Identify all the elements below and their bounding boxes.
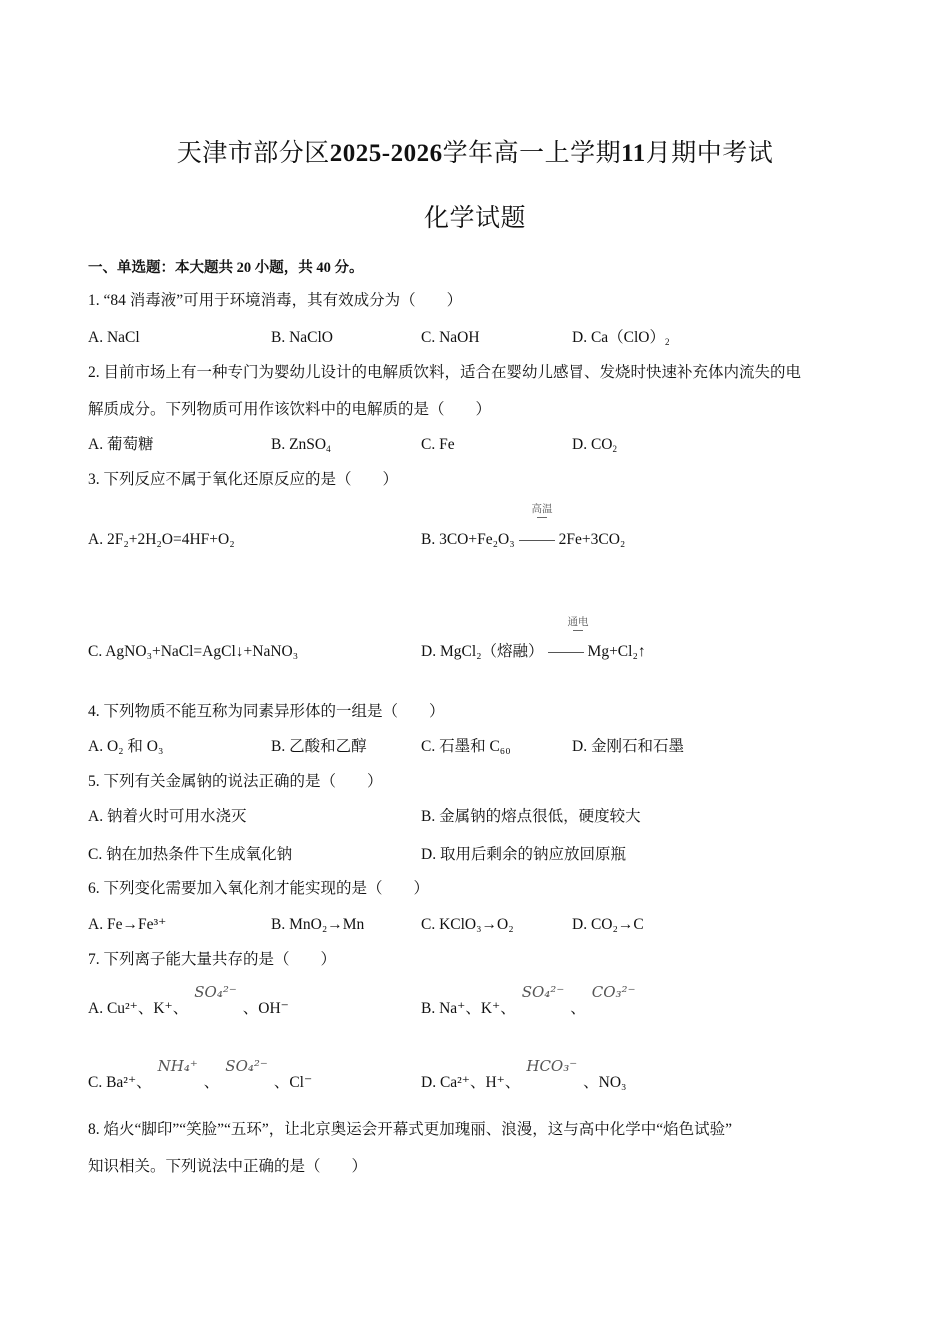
q3-d-condition: 通电	[561, 614, 595, 631]
q4-option-d: D. 金刚石和石墨	[572, 738, 684, 755]
q4-option-a: A. O₂ 和 O₃	[88, 738, 164, 755]
q2-option-c: C. Fe	[421, 436, 455, 453]
question-1-stem: 1. “84 消毒液”可用于环境消毒，其有效成分为（ ）	[88, 292, 463, 309]
q2-option-a: A. 葡萄糖	[88, 436, 154, 453]
q3-option-a: A. 2F₂+2H₂O=4HF+O₂	[88, 531, 235, 548]
question-5-stem: 5. 下列有关金属钠的说法正确的是（ ）	[88, 773, 383, 790]
q6-option-d: D. CO₂→C	[572, 916, 644, 933]
q3-b-condition: 高温	[525, 501, 559, 518]
sulfate-ion: SO₄²⁻	[194, 983, 237, 1001]
q6-option-c: C. KClO₃→O₂	[421, 916, 514, 933]
sulfate-ion: SO₄²⁻	[521, 983, 565, 1001]
exam-subtitle: 化学试题	[423, 205, 526, 232]
reaction-arrow	[519, 540, 555, 541]
q7-option-c: C. Ba²⁺、NH₄⁺、SO₄²⁻、Cl⁻	[88, 1057, 313, 1091]
q5-option-a: A. 钠着火时可用水浇灭	[88, 808, 247, 825]
q7-option-d: D. Ca²⁺、H⁺、HCO₃⁻、NO₃	[421, 1057, 627, 1091]
question-2-stem-line2: 解质成分。下列物质可用作该饮料中的电解质的是（ ）	[88, 401, 492, 418]
q2-option-d: D. $CO_2$	[572, 436, 617, 454]
q1-option-d: D. $Ca(ClO)_2$	[572, 329, 670, 347]
question-6-stem: 6. 下列变化需要加入氧化剂才能实现的是（ ）	[88, 880, 430, 897]
question-3-stem: 3. 下列反应不属于氧化还原反应的是（ ）	[88, 471, 399, 488]
q5-option-d: D. 取用后剩余的钠应放回原瓶	[421, 846, 626, 863]
reaction-arrow	[548, 652, 584, 653]
q3-option-b: B. 3CO+Fe₂O₃ 2Fe+3CO₂	[421, 531, 626, 548]
q6-option-b: B. MnO₂→Mn	[271, 916, 365, 933]
q1-option-c: C. NaOH	[421, 329, 480, 346]
q5-option-b: B. 金属钠的熔点很低，硬度较大	[421, 808, 641, 825]
q1-option-a: A. NaCl	[88, 329, 140, 346]
question-8-stem-line2: 知识相关。下列说法中正确的是（ ）	[88, 1158, 368, 1175]
question-7-stem: 7. 下列离子能大量共存的是（ ）	[88, 951, 337, 968]
q4-option-b: B. 乙酸和乙醇	[271, 738, 367, 755]
question-2-stem-line1: 2. 目前市场上有一种专门为婴幼儿设计的电解质饮料，适合在婴幼儿感冒、发烧时快速补充体内流失的电	[88, 364, 802, 381]
carbonate-ion: CO₃²⁻	[591, 983, 636, 1001]
q6-option-a: A. Fe→Fe³⁺	[88, 916, 167, 933]
q7-option-b: B. Na⁺、K⁺、SO₄²⁻、CO₃²⁻	[421, 983, 636, 1017]
q1-option-b: B. NaClO	[271, 329, 333, 346]
ammonium-ion: NH₄⁺	[157, 1057, 198, 1075]
q2-option-b: B. ZnSO$_4$	[271, 436, 331, 454]
sulfate-ion: SO₄²⁻	[225, 1057, 268, 1075]
exam-title: 天津市部分区2025-2026学年高一上学期11月期中考试	[176, 140, 774, 167]
q4-option-c: C. 石墨和 C₆₀	[421, 738, 511, 755]
question-4-stem: 4. 下列物质不能互称为同素异形体的一组是（ ）	[88, 703, 445, 720]
question-8-stem-line1: 8. 焰火“脚印”“笑脸”“五环”，让北京奥运会开幕式更加瑰丽、浪漫，这与高中化学中“焰色试验”	[88, 1121, 733, 1138]
q7-option-a: A. Cu²⁺、K⁺、SO₄²⁻、OH⁻	[88, 983, 289, 1017]
bicarbonate-ion: HCO₃⁻	[526, 1057, 578, 1075]
q5-option-c: C. 钠在加热条件下生成氧化钠	[88, 846, 293, 863]
q3-option-c: C. AgNO₃+NaCl=AgCl↓+NaNO₃	[88, 643, 299, 660]
q3-option-d: D. MgCl₂（熔融） Mg+Cl₂↑	[421, 643, 646, 660]
section-heading: 一、单选题：本大题共 20 小题，共 40 分。	[88, 260, 364, 276]
